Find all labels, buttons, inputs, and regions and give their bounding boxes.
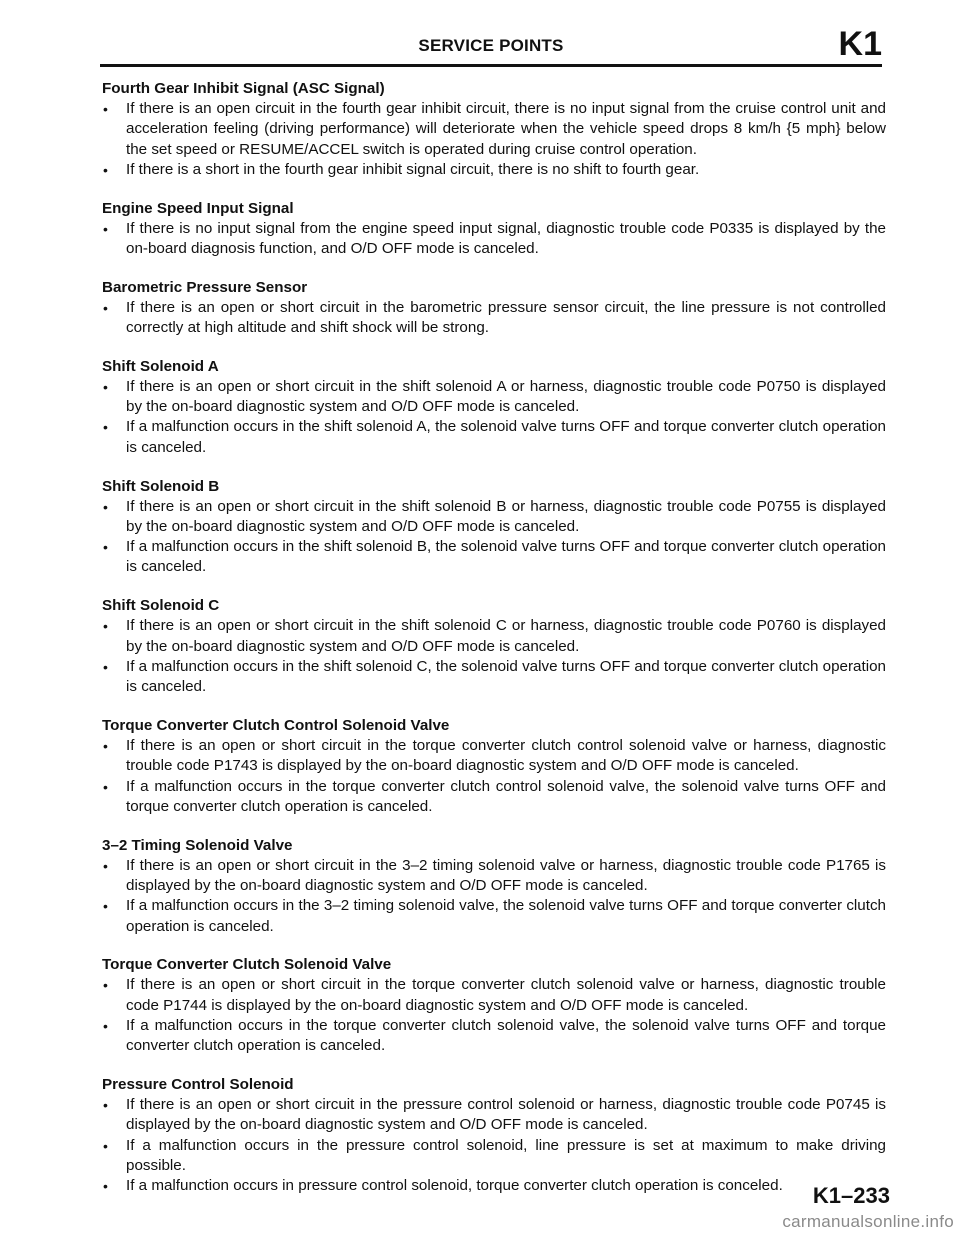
list-item-text: If there is an open or short circuit in the pressure control solenoid or harness, diagnostic trouble code P0745 is displayed by the on-board diagnostic system and O/D OFF mode is canceled. (126, 1096, 886, 1134)
list-item (102, 1136, 886, 1177)
section-heading: Torque Converter Clutch Control Solenoid Valve (102, 716, 450, 734)
section-heading: Fourth Gear Inhibit Signal (ASC Signal) (102, 80, 385, 97)
list-item (102, 736, 886, 777)
bullet-list (102, 616, 886, 697)
list-item-text: If a malfunction occurs in pressure control solenoid, torque converter clutch operation is conceled. (126, 1177, 783, 1195)
list-item (102, 417, 886, 458)
section-heading: Pressure Control Solenoid (102, 1076, 294, 1093)
bullet-icon: • (103, 658, 108, 675)
list-item-text: If a malfunction occurs in the pressure control solenoid, line pressure is set at maximum to make driving possible. (126, 1136, 886, 1174)
list-item-text: If there is an open circuit in the fourth gear inhibit circuit, there is no input signal from the cruise control unit and acceleration feeling (driving performance) will deteriorate when the vehicle speed drops 8 km/h {5 mph} below the set speed or RESUME/ACCEL switch is operated during cruise control operation. (126, 100, 886, 158)
bullet-icon: • (103, 378, 108, 395)
bullet-icon: • (103, 299, 108, 316)
section (102, 198, 886, 260)
list-item (102, 856, 886, 897)
page-title: SERVICE POINTS (418, 36, 564, 55)
bullet-list (102, 975, 886, 1056)
list-item-text: If there is no input signal from the engine speed input signal, diagnostic trouble code P0335 is displayed by the on-board diagnosis function, and O/D OFF mode is canceled. (126, 219, 886, 257)
list-item (102, 99, 886, 160)
section (102, 78, 886, 180)
list-item (102, 616, 886, 657)
bullet-icon: • (103, 161, 108, 178)
list-item-text: If there is an open or short circuit in the torque converter clutch control solenoid valve or harness, diagnostic trouble code P1743 is displayed by the on-board diagnostic system and O/D OFF mode is canceled. (126, 736, 886, 775)
list-item-text: If there is an open or short circuit in the barometric pressure sensor circuit, the line pressure is not controlled correctly at high altitude and shift shock will be strong. (126, 298, 886, 337)
bullet-list (102, 856, 886, 937)
list-item (102, 497, 886, 538)
list-item (102, 1016, 886, 1057)
bullet-icon: • (103, 419, 108, 436)
section (102, 476, 886, 578)
bullet-icon: • (103, 857, 108, 874)
section-heading: Shift Solenoid C (102, 597, 220, 615)
bullet-list (102, 99, 886, 180)
list-item-text: If there is an open or short circuit in the shift solenoid A or harness, diagnostic trouble code P0750 is displayed by the on-board diagnostic system and O/D OFF mode is canceled. (126, 377, 886, 416)
section (102, 595, 886, 697)
bullet-icon: • (103, 539, 108, 556)
bullet-list (102, 497, 886, 578)
section (102, 356, 886, 458)
bullet-icon: • (103, 737, 108, 754)
section-heading: Shift Solenoid B (102, 477, 220, 495)
list-item (102, 777, 886, 818)
section-heading: Barometric Pressure Sensor (102, 278, 308, 296)
section-heading: Shift Solenoid A (102, 357, 219, 375)
list-item (102, 1095, 886, 1136)
list-item-text: If a malfunction occurs in the shift solenoid A, the solenoid valve turns OFF and torque converter clutch operation is canceled. (126, 418, 886, 456)
list-item (102, 896, 886, 937)
bullet-icon: • (103, 101, 108, 117)
list-item (102, 1176, 886, 1196)
list-item-text: If there is an open or short circuit in the shift solenoid B or harness, diagnostic trouble code P0755 is displayed by the on-board diagnostic system and O/D OFF mode is canceled. (126, 497, 886, 535)
list-item-text: If there is an open or short circuit in the 3–2 timing solenoid valve or harness, diagnostic trouble code P1765 is displayed by the on-board diagnostic system and O/D OFF mode is canceled. (126, 856, 886, 894)
list-item (102, 975, 886, 1016)
bullet-icon: • (103, 1178, 108, 1195)
bullet-icon: • (103, 1137, 108, 1154)
section (102, 835, 886, 937)
list-item-text: If a malfunction occurs in the torque converter clutch control solenoid valve, the solenoid valve turns OFF and torque converter clutch operation is canceled. (126, 777, 886, 815)
service-points-content (102, 78, 886, 1214)
list-item (102, 298, 886, 339)
page-number: K1–233 (812, 1183, 890, 1208)
watermark-text[interactable]: carmanualsonline.info (782, 1212, 954, 1231)
list-item (102, 219, 886, 260)
page-header (100, 25, 882, 67)
bullet-list (102, 219, 886, 260)
bullet-icon: • (103, 498, 108, 515)
list-item-text: If there is an open or short circuit in the torque converter clutch solenoid valve or harness, diagnostic trouble code P1744 is displayed by the on-board diagnostic system and O/D OFF mode is canceled. (126, 976, 886, 1014)
section-heading: Torque Converter Clutch Solenoid Valve (102, 956, 392, 974)
list-item-text: If there is a short in the fourth gear inhibit signal circuit, there is no shift to fourth gear. (126, 160, 700, 178)
section (102, 954, 886, 1056)
bullet-icon: • (103, 977, 108, 994)
bullet-icon: • (103, 618, 108, 635)
list-item-text: If a malfunction occurs in the torque converter clutch solenoid valve, the solenoid valve turns OFF and torque converter clutch operation is canceled. (126, 1016, 886, 1055)
list-item-text: If a malfunction occurs in the 3–2 timing solenoid valve, the solenoid valve turns OFF and torque converter clutch operation is canceled. (126, 897, 886, 935)
bullet-icon: • (103, 1097, 108, 1113)
bullet-icon: • (103, 1017, 108, 1034)
list-item (102, 377, 886, 418)
section-code: K1 (838, 25, 882, 63)
list-item (102, 657, 886, 698)
bullet-list (102, 298, 886, 339)
list-item-text: If there is an open or short circuit in the shift solenoid C or harness, diagnostic trouble code P0760 is displayed by the on-board diagnostic system and O/D OFF mode is canceled. (126, 617, 886, 655)
list-item-text: If a malfunction occurs in the shift solenoid B, the solenoid valve turns OFF and torque converter clutch operation is canceled. (126, 538, 886, 576)
list-item (102, 537, 886, 578)
bullet-list (102, 377, 886, 458)
bullet-icon: • (103, 898, 108, 915)
section-heading: 3–2 Timing Solenoid Valve (102, 836, 293, 854)
list-item (102, 160, 886, 180)
section (102, 1074, 886, 1196)
section (102, 715, 886, 817)
bullet-icon: • (103, 220, 108, 237)
bullet-list (102, 1095, 886, 1196)
bullet-icon: • (103, 778, 108, 795)
bullet-list (102, 736, 886, 817)
section (102, 277, 886, 339)
list-item-text: If a malfunction occurs in the shift solenoid C, the solenoid valve turns OFF and torque converter clutch operation is canceled. (126, 657, 886, 696)
section-heading: Engine Speed Input Signal (102, 199, 294, 217)
